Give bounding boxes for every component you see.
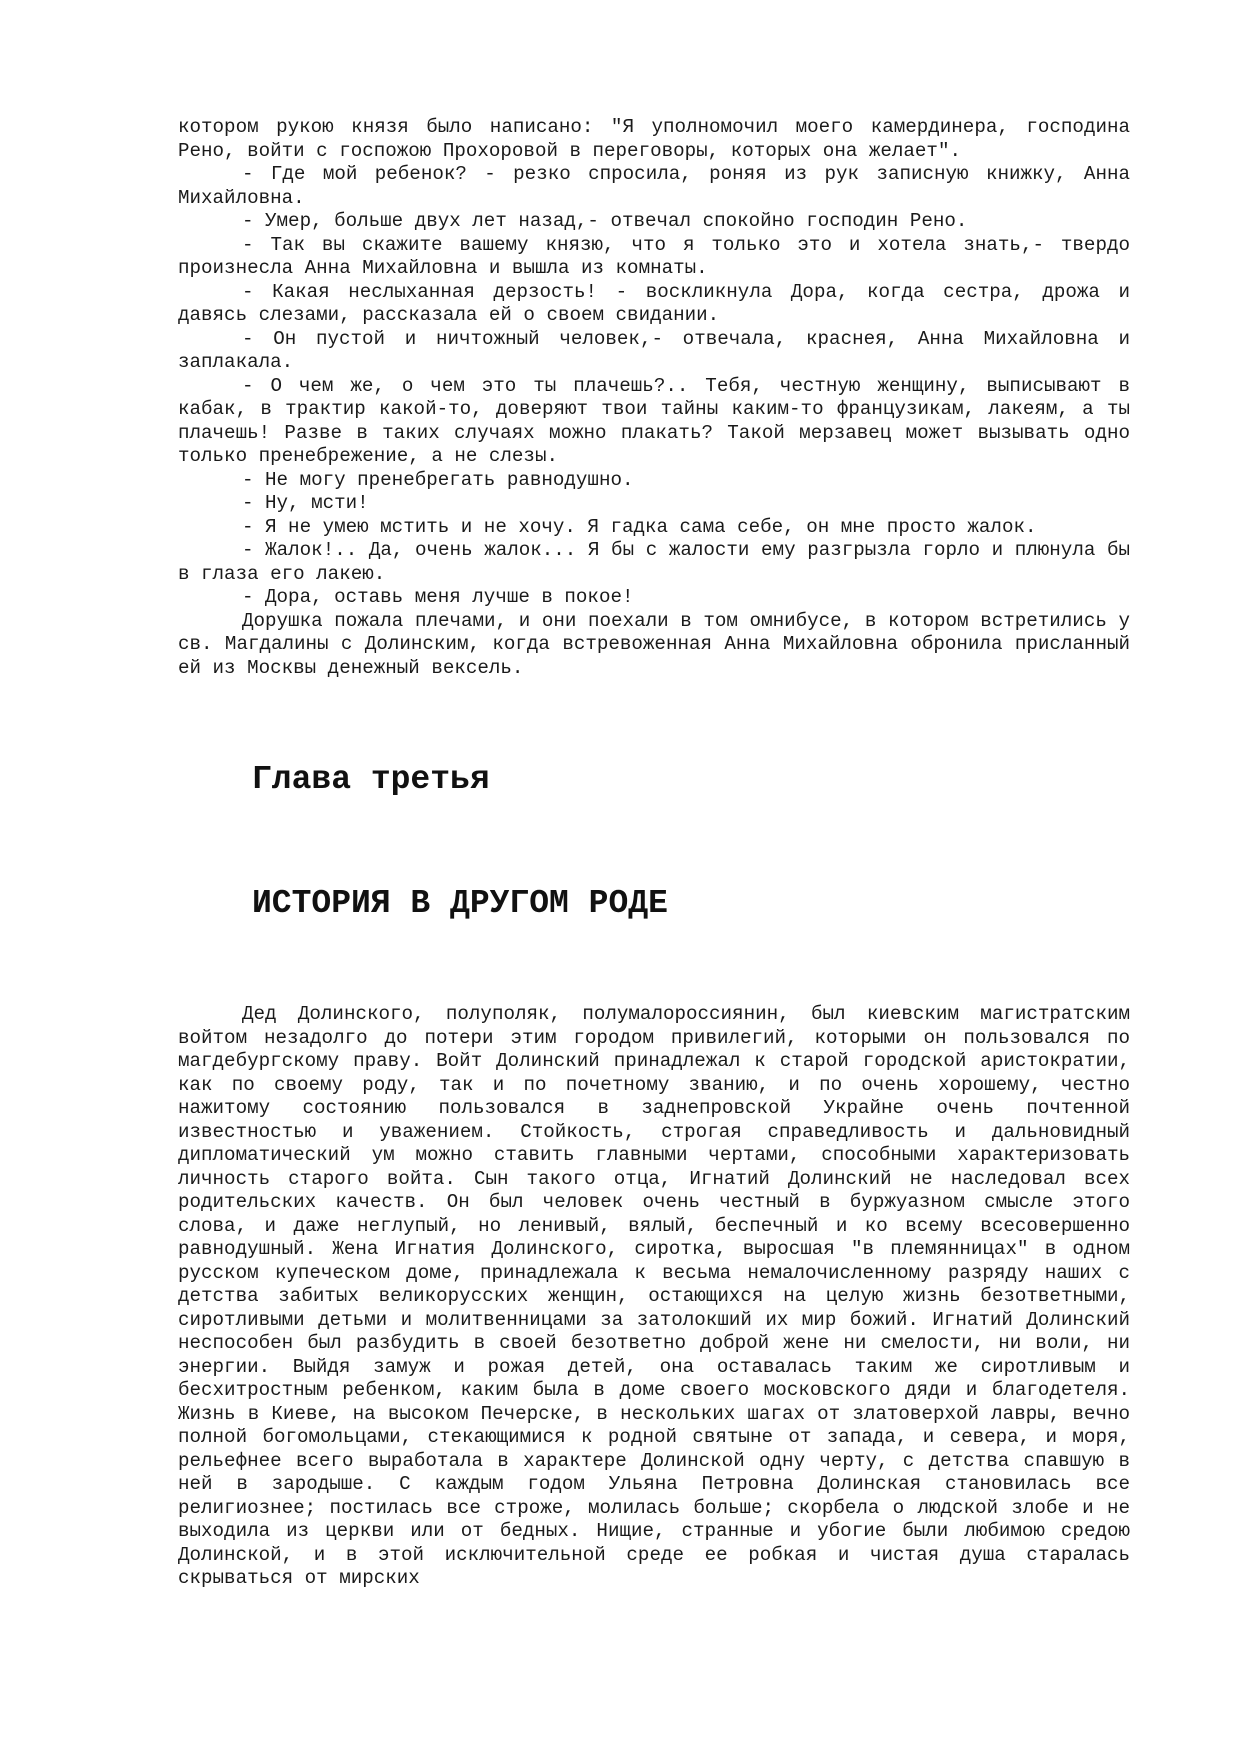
- paragraph: - Какая неслыханная дерзость! - воскликнула Дора, когда сестра, дрожа и давясь слезами, рассказала ей о своем свидании.: [178, 280, 1130, 326]
- text-block-previous-chapter-ending: [178, 116, 1130, 680]
- paragraph: - Умер, больше двух лет назад,- отвечал спокойно господин Рено.: [242, 210, 968, 232]
- paragraph: - Так вы скажите вашему князю, что я только это и хотела знать,- твердо произнесла Анна Михайловна и вышла из комнаты.: [178, 233, 1130, 279]
- paragraph: - Дора, оставь меня лучше в покое!: [242, 586, 634, 608]
- chapter-title: Глава третья: [252, 761, 490, 798]
- paragraph: - Не могу пренебрегать равнодушно.: [242, 468, 634, 491]
- text-block-chapter-three: [178, 1003, 1130, 1591]
- paragraph: - Где мой ребенок? - резко спросила, роняя из рук записную книжку, Анна Михайловна.: [178, 163, 1130, 209]
- paragraph: - О чем же, о чем это ты плачешь?.. Тебя, честную женщину, выписывают в кабак, в трактир какой-то, доверяют твои тайны каким-то французикам, лакеям, а ты плачешь! Разве в таких случаях можно плакать? Такой мерзавец может вызывать одно только пренебрежение, а не слезы.: [178, 374, 1130, 467]
- paragraph: котором рукою князя было написано: "Я уполномочил моего камердинера, господина Рено, войти с госпожою Прохоровой в переговоры, которых она желает".: [178, 116, 1130, 162]
- paragraph: - Жалок!.. Да, очень жалок... Я бы с жалости ему разгрызла горло и плюнула бы в глаза его лакею.: [178, 539, 1130, 585]
- paragraph: - Ну, мсти!: [242, 492, 369, 514]
- paragraph: - Он пустой и ничтожный человек,- отвечала, краснея, Анна Михайловна и заплакала.: [178, 327, 1130, 373]
- paragraph: Дорушка пожала плечами, и они поехали в том омнибусе, в котором встретились у св. Магдалины с Долинским, когда встревоженная Анна Михайловна обронила присланный ей из Москвы денежный вексель.: [178, 609, 1130, 679]
- paragraph: - Я не умею мстить и не хочу. Я гадка сама себе, он мне просто жалок.: [242, 515, 1037, 538]
- chapter-subtitle: ИСТОРИЯ В ДРУГОМ РОДЕ: [252, 885, 668, 922]
- paragraph: Дед Долинского, полуполяк, полумалороссиянин, был киевским магистратским войтом незадолго до потери этим городом привилегий, которыми он пользовался по магдебургскому праву. Войт Долинский принадлежал к старой городской аристократии, как по своему роду, так и по почетному званию, и по очень хорошему, честно нажитому состоянию пользовался в заднепровской Украйне очень почтенной известностью и уважением. Стойкость, строгая справедливость и дальновидный дипломатический ум можно ставить главными чертами, способными характеризовать личность старого войта. Сын такого отца, Игнатий Долинский не наследовал всех родительских качеств. Он был человек очень честный в буржуазном смысле этого слова, и даже неглупый, но ленивый, вялый, беспечный и ко всему всесовершенно равнодушный. Жена Игнатия Долинского, сиротка, выросшая "в племянницах" в одном русском купеческом доме, принадлежала к весьма немалочисленному разряду наших с детства забитых великорусских женщин, остающихся на целую жизнь безответными, сиротливыми детьми и молитвенницами за затолокший их мир божий. Игнатий Долинский неспособен был разбудить в своей безответно доброй жене ни смелости, ни воли, ни энергии. Выйдя замуж и рожая детей, она оставалась таким же сиротливым и бесхитростным ребенком, каким была в доме своего московского дяди и благодетеля. Жизнь в Киеве, на высоком Печерске, в нескольких шагах от златоверхой лавры, вечно полной богомольцами, стекающимися к родной святыне от запада, и севера, и моря, рельефнее всего выработала в характере Долинской одну черту, с детства спавшую в ней в зародыше. С каждым годом Ульяна Петровна Долинская становилась все религиознее; постилась все строже, молилась больше; скорбела о людской злобе и не выходила из церкви или от бедных. Нищие, странные и убогие были любимою средою Долинской, и в этой исключительной среде ее робкая и чистая душа старалась скрываться от мирских: [178, 1003, 1130, 1589]
